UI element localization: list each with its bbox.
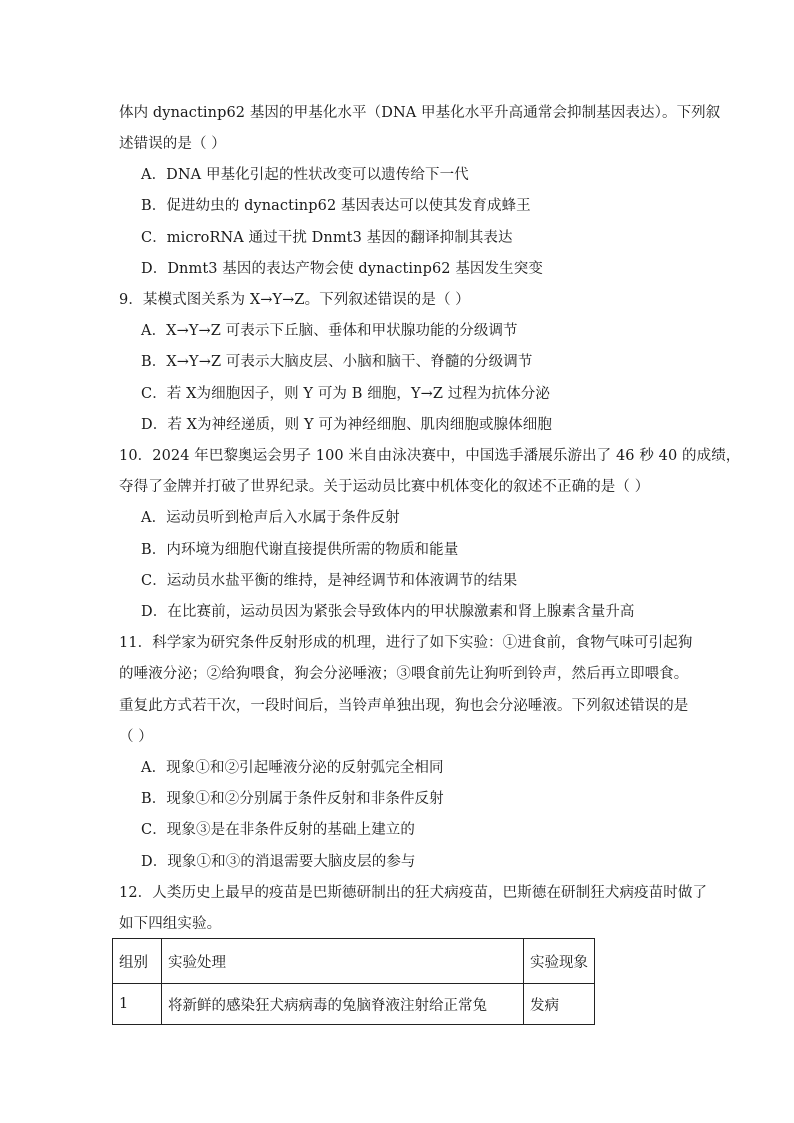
q9-option-c: C．若 X为细胞因子，则 Y 可为 B 细胞，Y→Z 过程为抗体分泌 (141, 386, 550, 402)
q11-stem-line-3: 重复此方式若干次，一段时间后，当铃声单独出现，狗也会分泌唾液。下列叙述错误的是 (119, 698, 689, 714)
q8-option-a: A．DNA 甲基化引起的性状改变可以遗传给下一代 (141, 167, 469, 183)
q10-option-c: C．运动员水盐平衡的维持，是神经调节和体液调节的结果 (141, 573, 518, 589)
q10-stem-line-1: 10．2024 年巴黎奥运会男子 100 米自由泳决赛中，中国选手潘展乐游出了 46 秒 40 的成绩， (119, 448, 741, 464)
q8-option-c: C．microRNA 通过干扰 Dnmt3 基因的翻译抑制其表达 (141, 230, 513, 246)
q12-stem-line-1: 12．人类历史上最早的疫苗是巴斯德研制出的狂犬病疫苗，巴斯德在研制狂犬病疫苗时做了 (119, 885, 708, 901)
q12-stem-line-2: 如下四组实验。 (119, 916, 222, 932)
q11-option-a: A．现象①和②引起唾液分泌的反射弧完全相同 (141, 760, 444, 776)
q11-option-d: D．现象①和③的消退需要大脑皮层的参与 (141, 854, 416, 870)
header-observation: 实验现象 (524, 939, 595, 984)
cell-treatment: 将新鲜的感染狂犬病病毒的兔脑脊液注射给正常兔 (162, 984, 524, 1025)
q10-stem-line-2: 夺得了金牌并打破了世界纪录。关于运动员比赛中机体变化的叙述不正确的是（ ） (119, 479, 650, 495)
q11-stem-line-2: 的唾液分泌；②给狗喂食，狗会分泌唾液；③喂食前先让狗听到铃声，然后再立即喂食。 (119, 666, 689, 682)
q11-stem-line-1: 11．科学家为研究条件反射形成的机理，进行了如下实验：①进食前，食物气味可引起狗 (119, 635, 693, 651)
q11-option-b: B．现象①和②分别属于条件反射和非条件反射 (141, 791, 444, 807)
q8-stem-line-2: 述错误的是（ ） (119, 136, 226, 152)
q9-option-d: D．若 X为神经递质，则 Y 可为神经细胞、肌肉细胞或腺体细胞 (141, 417, 552, 433)
q10-option-b: B．内环境为细胞代谢直接提供所需的物质和能量 (141, 542, 459, 558)
q8-stem-line-1: 体内 dynactinp62 基因的甲基化水平（DNA 甲基化水平升高通常会抑制基因表达）。下列叙 (119, 105, 721, 121)
table-header-row (113, 939, 595, 984)
q10-option-a: A．运动员听到枪声后入水属于条件反射 (141, 510, 400, 526)
header-treatment: 实验处理 (162, 939, 524, 984)
q8-option-b: B．促进幼虫的 dynactinp62 基因表达可以使其发育成蜂王 (141, 198, 531, 214)
header-group: 组别 (113, 939, 162, 984)
q12-experiment-table (112, 938, 595, 1025)
q8-option-d: D．Dnmt3 基因的表达产物会使 dynactinp62 基因发生突变 (141, 261, 543, 277)
cell-group: 1 (113, 984, 162, 1025)
q9-stem: 9．某模式图关系为 X→Y→Z。下列叙述错误的是（ ） (119, 292, 470, 308)
q10-option-d: D．在比赛前，运动员因为紧张会导致体内的甲状腺激素和肾上腺素含量升高 (141, 604, 635, 620)
q9-option-a: A．X→Y→Z 可表示下丘脑、垂体和甲状腺功能的分级调节 (141, 323, 518, 339)
q11-stem-line-4: （ ） (119, 729, 153, 745)
cell-observation: 发病 (524, 984, 595, 1025)
table-row (113, 984, 595, 1025)
q11-option-c: C．现象③是在非条件反射的基础上建立的 (141, 822, 415, 838)
q9-option-b: B．X→Y→Z 可表示大脑皮层、小脑和脑干、脊髓的分级调节 (141, 354, 533, 370)
